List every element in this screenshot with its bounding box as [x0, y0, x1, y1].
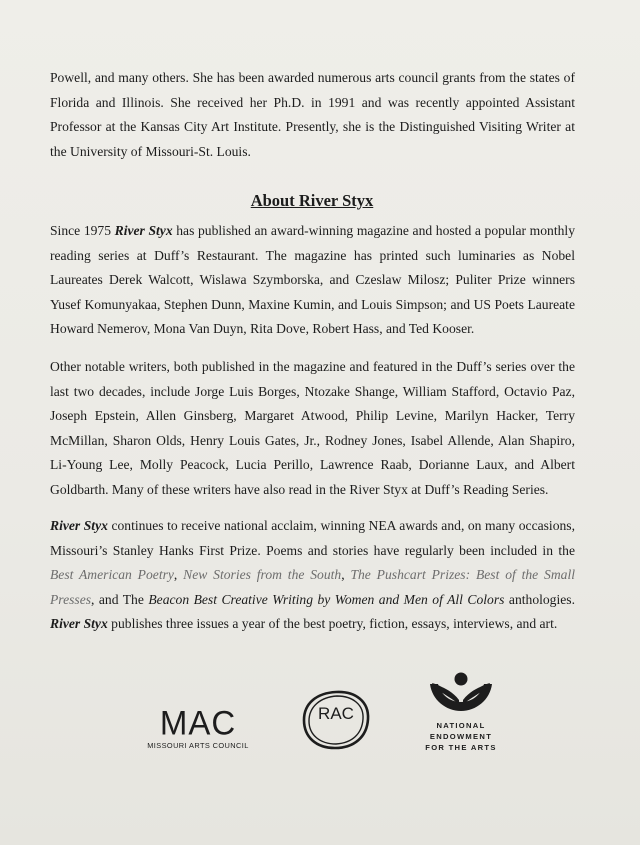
- anthology-title: Best American Poetry: [50, 567, 174, 582]
- nea-line: ENDOWMENT: [429, 732, 493, 741]
- about-paragraph-1: [50, 219, 575, 342]
- nea-line: NATIONAL: [436, 721, 486, 730]
- regional-arts-commission-logo: [300, 688, 372, 752]
- nea-line: FOR THE ARTS: [425, 743, 497, 752]
- anthology-title: Beacon Best Creative Writing by Women and Men of All Colors: [148, 591, 505, 607]
- paragraph-text: continues to receive national acclaim, winning NEA awards and, on many occasions, Missouri’s Stanley Hanks First Prize. Poems and stories have regularly been included in the: [50, 518, 575, 558]
- about-paragraph-3: [50, 514, 575, 637]
- about-paragraph-2: Other notable writers, both published in the magazine and featured in the Duff’s series over the last two decades, include Jorge Luis Borges, Ntozake Shange, William Stafford, Octavio Paz, Joseph Epstein, Allen Ginsberg, Margaret Atwood, Philip Levine, Marilyn Hacker, Terry McMillan, Sharon Olds, Henry Louis Gates, Jr., Rodney Jones, Isabel Allende, Alan Shapiro, Li-Young Lee, Molly Peacock, Lucia Perillo, Lawrence Raab, Dorianne Laux, and Albert Goldbarth. Many of these writers have also read in the River Styx at Duff’s Reading Series.: [50, 359, 575, 497]
- mac-subtitle: MISSOURI ARTS COUNCIL: [147, 741, 249, 750]
- intro-paragraph: Powell, and many others. She has been awarded numerous arts council grants from the states of Florida and Illinois. She received her Ph.D. in 1991 and was recently appointed Assistant Professor at the Kansas City Art Institute. Presently, she is the Distinguished Visiting Writer at the University of Missouri-St. Louis.: [50, 70, 575, 159]
- national-endowment-for-the-arts-logo: [418, 670, 504, 760]
- paragraph-text: publishes three issues a year of the best poetry, fiction, essays, interviews, and art.: [107, 616, 558, 631]
- paragraph-text: anthologies.: [504, 591, 575, 607]
- nea-wordmark: [418, 720, 504, 753]
- magazine-title: River Styx: [50, 616, 108, 631]
- mac-wordmark: MAC: [159, 703, 237, 742]
- magazine-title: River Styx: [50, 518, 108, 533]
- missouri-arts-council-logo: [143, 703, 253, 754]
- paragraph-text: , and The: [91, 591, 149, 607]
- paragraph-text: ,: [173, 567, 184, 582]
- paragraph-text: has published an award-winning magazine and hosted a popular monthly reading series at Duff’s Restaurant. The magazine has printed such luminaries as Nobel Laureates Derek Walcott, Wislawa Szymborska, and Czeslaw Milosz; Puliter Prize winners Yusef Komunyakaa, Stephen Dunn, Maxine Kumin, and Louis Simpson; and US Poets Laureate Howard Nemerov, Mona Van Duyn, Rita Dove, Robert Hass, and Ted Kooser.: [50, 223, 575, 336]
- anthology-title: The Pushcart Prizes: Best of the Small Presses: [50, 567, 576, 607]
- paragraph-text: Since 1975: [50, 223, 115, 238]
- rac-wordmark: RAC: [318, 704, 354, 723]
- section-heading: About River Styx: [250, 191, 374, 210]
- anthology-title: New Stories from the South: [183, 567, 342, 582]
- paragraph-text: ,: [341, 567, 351, 582]
- nea-emblem-icon: [418, 670, 504, 716]
- magazine-title: River Styx: [114, 223, 173, 238]
